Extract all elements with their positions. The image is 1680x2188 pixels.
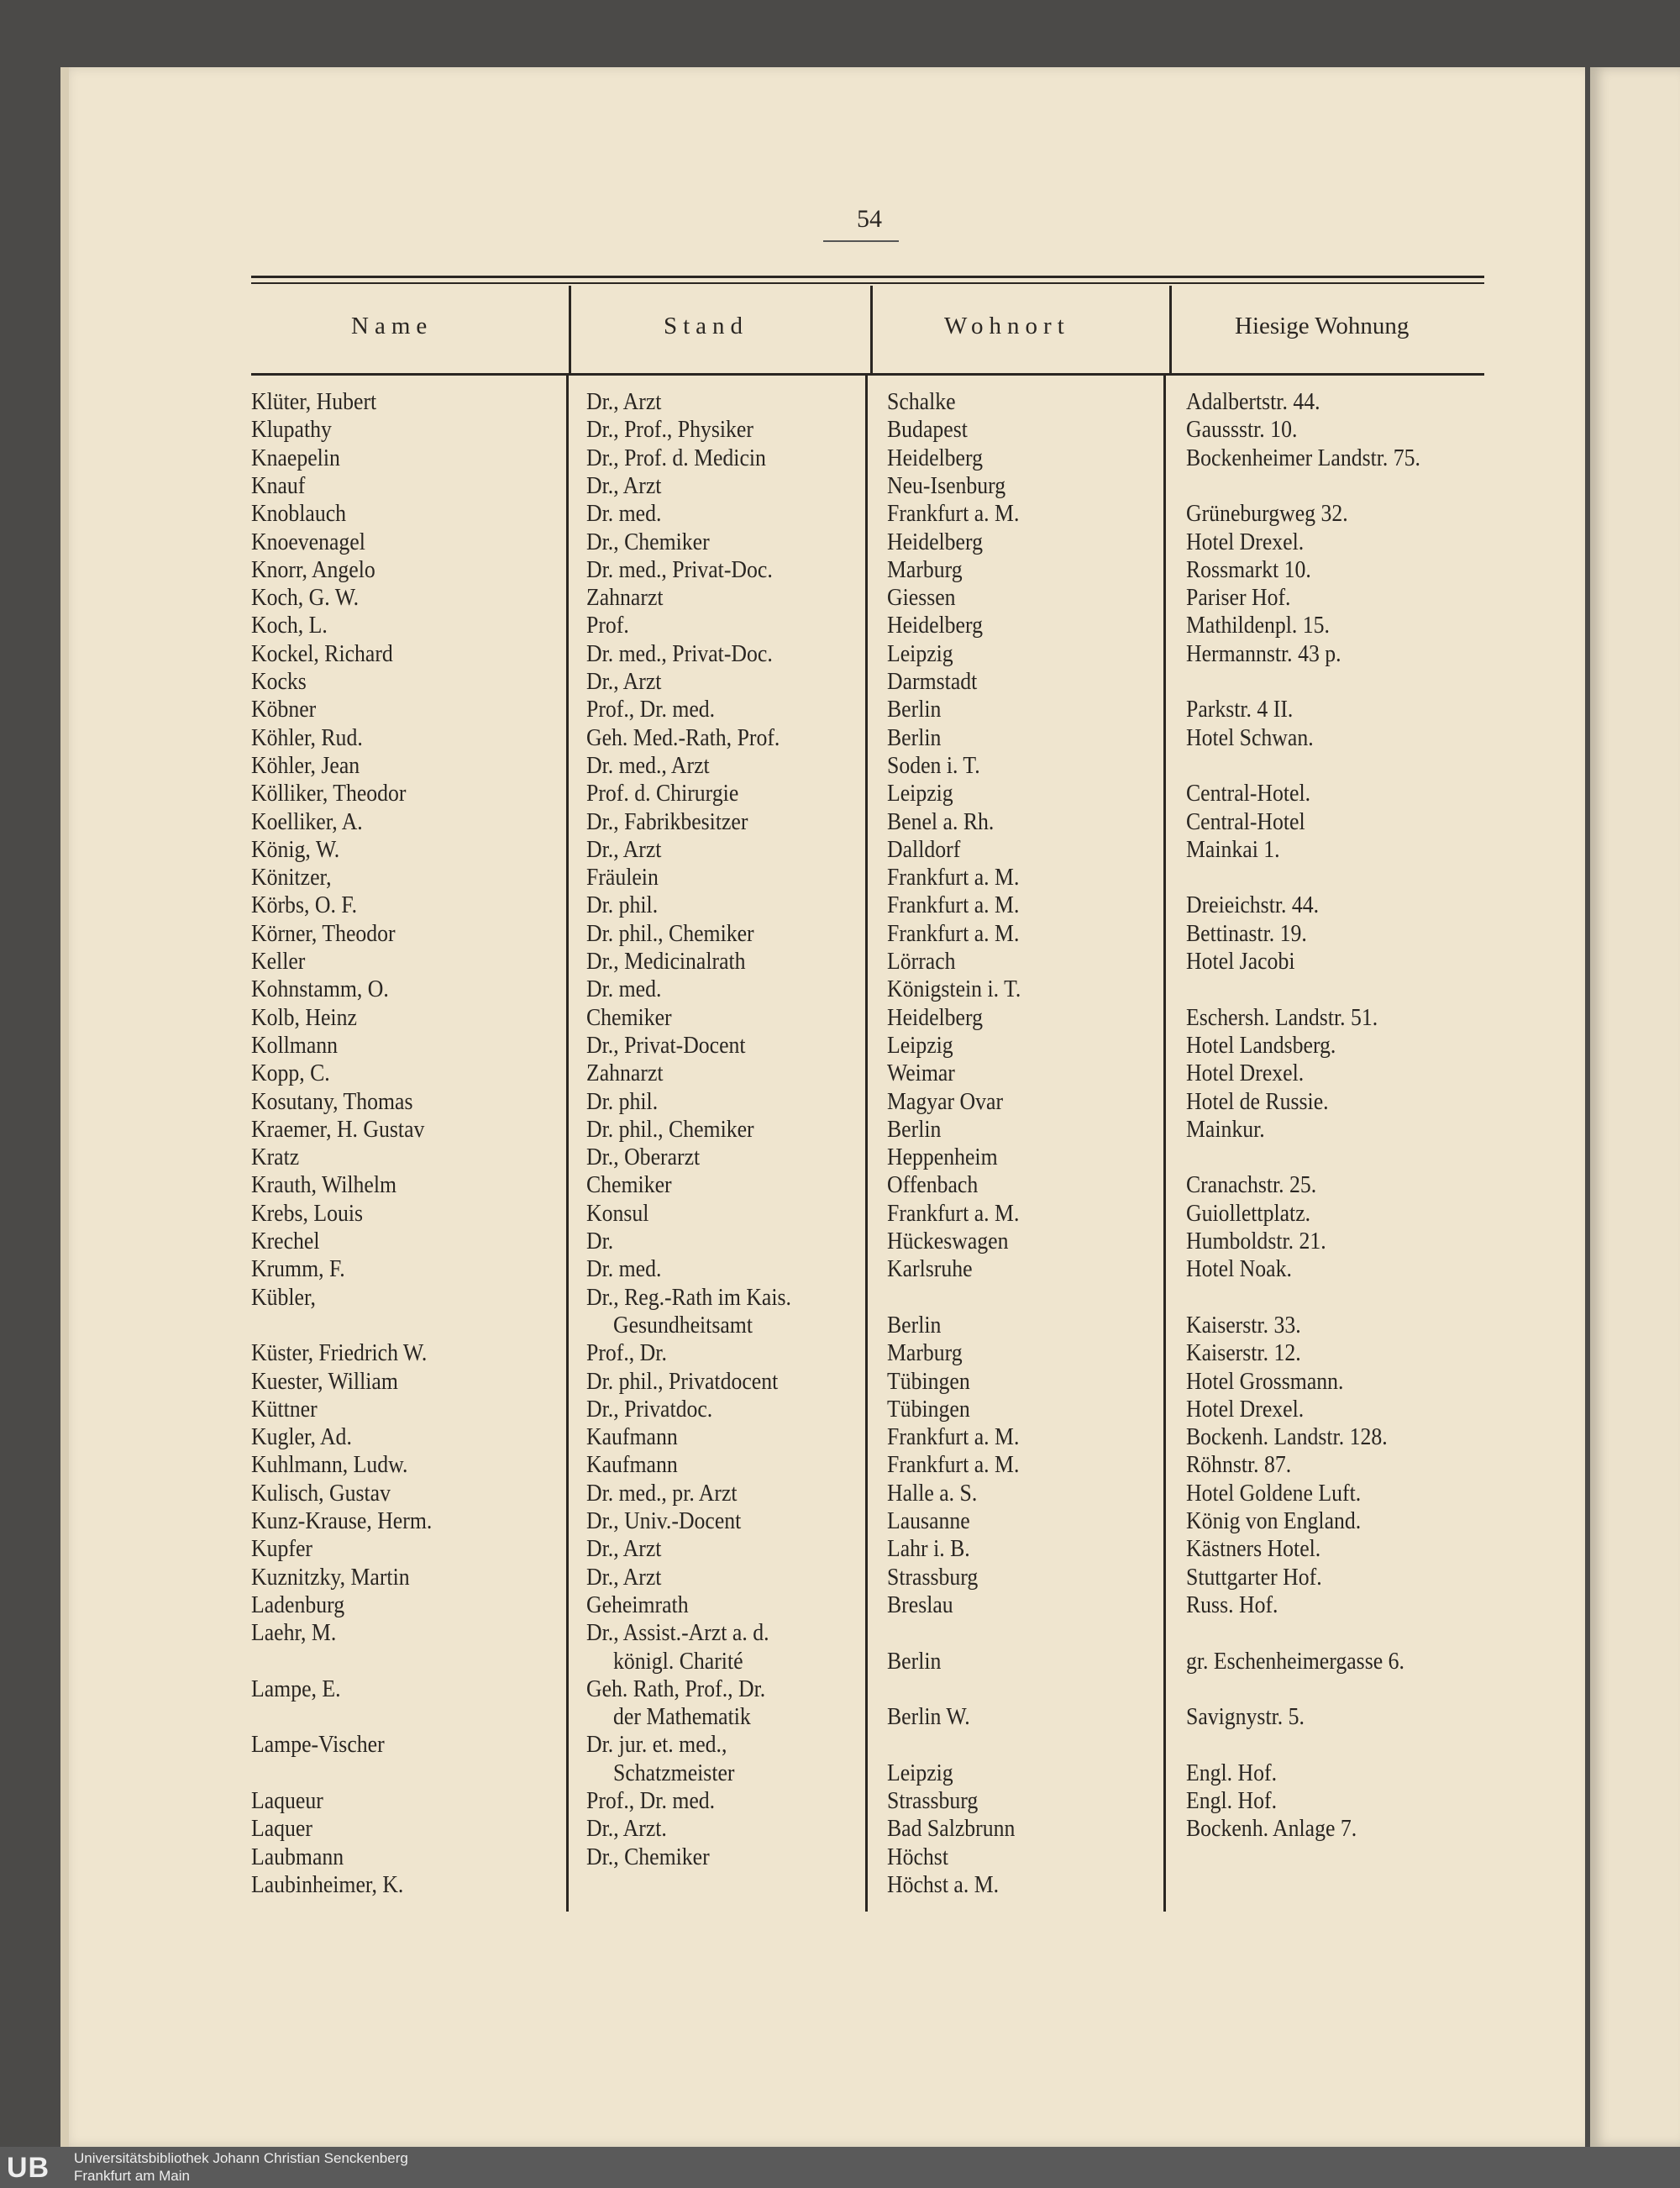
row-wohnung: Guiollettplatz.	[1186, 1200, 1311, 1227]
header-name: Name	[351, 313, 433, 339]
row-stand: Dr., Reg.-Rath im Kais.	[586, 1284, 791, 1311]
row-wohnung: Engl. Hof.	[1186, 1788, 1278, 1814]
row-wohnort: Schalke	[887, 389, 956, 415]
row-stand: Dr. med.	[586, 976, 662, 1003]
row-wohnung: Mathildenpl. 15.	[1186, 613, 1331, 639]
column-divider	[865, 376, 868, 1912]
row-stand: Gesundheitsamt	[613, 1312, 753, 1339]
row-stand: Dr., Arzt	[586, 1564, 662, 1591]
row-name: Köhler, Rud.	[251, 724, 363, 751]
row-stand: Dr., Arzt	[586, 389, 662, 415]
row-name: Krauth, Wilhelm	[251, 1172, 397, 1199]
row-wohnung: Grüneburgweg 32.	[1186, 501, 1348, 528]
row-stand: Dr., Arzt	[586, 472, 662, 499]
row-wohnung: Hotel Grossmann.	[1186, 1368, 1344, 1395]
row-name: Knauf	[251, 472, 306, 499]
row-wohnort: Berlin	[887, 724, 942, 751]
row-name: Knorr, Angelo	[251, 556, 375, 583]
row-wohnung: Humboldstr. 21.	[1186, 1228, 1326, 1254]
row-name: Kosutany, Thomas	[251, 1088, 413, 1115]
row-name: Küttner	[251, 1396, 318, 1423]
row-wohnort: Berlin	[887, 697, 942, 723]
row-name: Kratz	[251, 1144, 300, 1171]
row-stand: Kaufmann	[586, 1424, 678, 1451]
row-name: Knoevenagel	[251, 529, 365, 555]
row-stand: Dr., Fabrikbesitzer	[586, 808, 748, 835]
row-name: Lampe, E.	[251, 1675, 341, 1702]
row-wohnung: Hotel Noak.	[1186, 1256, 1292, 1283]
row-name: Keller	[251, 949, 306, 975]
row-name: König, W.	[251, 836, 340, 863]
row-wohnort: Berlin	[887, 1648, 942, 1675]
row-wohnort: Heidelberg	[887, 529, 983, 555]
row-wohnort: Heppenheim	[887, 1144, 998, 1171]
row-stand: Dr.	[586, 1228, 614, 1254]
row-wohnort: Berlin W.	[887, 1704, 970, 1731]
row-stand: Dr., Chemiker	[586, 529, 710, 555]
row-stand: Dr. phil.	[586, 1088, 659, 1115]
row-wohnort: Neu-Isenburg	[887, 472, 1006, 499]
row-wohnung: Kästners Hotel.	[1186, 1536, 1321, 1563]
row-name: Körner, Theodor	[251, 920, 396, 947]
row-wohnort: Frankfurt a. M.	[887, 1424, 1020, 1451]
row-wohnort: Marburg	[887, 1340, 963, 1367]
row-wohnort: Hückeswagen	[887, 1228, 1009, 1254]
row-wohnort: Heidelberg	[887, 444, 983, 471]
row-wohnort: Darmstadt	[887, 669, 978, 695]
row-wohnung: Hotel Jacobi	[1186, 949, 1295, 975]
row-name: Knoblauch	[251, 501, 347, 528]
row-name: Kuznitzky, Martin	[251, 1564, 410, 1591]
row-name: Krebs, Louis	[251, 1200, 364, 1227]
row-wohnung: Bockenh. Anlage 7.	[1186, 1816, 1357, 1843]
row-wohnung: Hotel Drexel.	[1186, 529, 1305, 555]
row-wohnort: Tübingen	[887, 1368, 970, 1395]
row-name: Kunz-Krause, Herm.	[251, 1508, 433, 1534]
column-divider	[566, 376, 569, 1912]
row-wohnung: Hotel Schwan.	[1186, 724, 1314, 751]
row-stand: Geh. Med.-Rath, Prof.	[586, 724, 780, 751]
row-stand: Dr. phil., Chemiker	[586, 920, 754, 947]
row-wohnort: Halle a. S.	[887, 1480, 978, 1507]
row-stand: Dr., Arzt	[586, 1536, 662, 1563]
row-wohnung: Dreieichstr. 44.	[1186, 892, 1320, 919]
row-wohnung: Rossmarkt 10.	[1186, 556, 1311, 583]
row-wohnort: Lahr i. B.	[887, 1536, 970, 1563]
row-wohnung: König von England.	[1186, 1508, 1362, 1534]
row-wohnort: Lörrach	[887, 949, 956, 975]
row-wohnort: Breslau	[887, 1591, 953, 1618]
row-stand: Zahnarzt	[586, 585, 664, 612]
row-stand: Dr. med., Arzt	[586, 752, 710, 779]
top-rule-thin	[251, 282, 1484, 284]
row-wohnort: Berlin	[887, 1312, 942, 1339]
row-wohnung: Hotel Goldene Luft.	[1186, 1480, 1362, 1507]
footer-bar	[0, 2147, 1680, 2188]
row-wohnort: Leipzig	[887, 1032, 953, 1059]
row-wohnort: Budapest	[887, 417, 968, 444]
row-stand: Dr. jur. et. med.,	[586, 1732, 727, 1759]
row-wohnort: Frankfurt a. M.	[887, 920, 1020, 947]
row-name: Laquer	[251, 1816, 312, 1843]
row-wohnort: Weimar	[887, 1060, 955, 1087]
row-wohnort: Giessen	[887, 585, 956, 612]
row-name: Koch, G. W.	[251, 585, 360, 612]
row-stand: der Mathematik	[613, 1704, 751, 1731]
row-wohnort: Marburg	[887, 556, 963, 583]
row-stand: Fräulein	[586, 865, 659, 892]
row-wohnung: Hermannstr. 43 p.	[1186, 640, 1341, 667]
row-wohnort: Höchst	[887, 1843, 948, 1870]
row-wohnung: Hotel de Russie.	[1186, 1088, 1329, 1115]
row-wohnung: Russ. Hof.	[1186, 1591, 1278, 1618]
row-name: Kuhlmann, Ludw.	[251, 1452, 408, 1479]
row-wohnort: Bad Salzbrunn	[887, 1816, 1016, 1843]
row-stand: Dr. phil.	[586, 892, 659, 919]
row-wohnort: Heidelberg	[887, 613, 983, 639]
row-wohnung: Hotel Drexel.	[1186, 1060, 1305, 1087]
row-stand: Schatzmeister	[613, 1759, 735, 1786]
row-name: Kupfer	[251, 1536, 312, 1563]
row-name: Kulisch, Gustav	[251, 1480, 391, 1507]
row-wohnung: Bockenheimer Landstr. 75.	[1186, 444, 1421, 471]
row-wohnung: Parkstr. 4 II.	[1186, 697, 1294, 723]
column-divider	[870, 286, 873, 373]
row-name: Koelliker, A.	[251, 808, 363, 835]
header-rule	[251, 373, 1484, 376]
row-name: Kolb, Heinz	[251, 1004, 357, 1031]
row-wohnung: Engl. Hof.	[1186, 1759, 1278, 1786]
row-name: Küster, Friedrich W.	[251, 1340, 428, 1367]
row-name: Kocks	[251, 669, 307, 695]
row-name: Klupathy	[251, 417, 332, 444]
row-wohnort: Karlsruhe	[887, 1256, 973, 1283]
row-stand: Prof.	[586, 613, 629, 639]
row-wohnung: Röhnstr. 87.	[1186, 1452, 1292, 1479]
row-name: Krechel	[251, 1228, 320, 1254]
row-wohnung: Hotel Landsberg.	[1186, 1032, 1336, 1059]
row-stand: Dr., Assist.-Arzt a. d.	[586, 1620, 769, 1647]
row-wohnort: Höchst a. M.	[887, 1871, 1000, 1898]
row-name: Köbner	[251, 697, 317, 723]
row-name: Kohnstamm, O.	[251, 976, 389, 1003]
row-wohnung: Hotel Drexel.	[1186, 1396, 1305, 1423]
top-rule	[251, 276, 1484, 278]
facing-page	[1590, 67, 1680, 2147]
row-wohnung: Central-Hotel	[1186, 808, 1305, 835]
row-wohnort: Benel a. Rh.	[887, 808, 995, 835]
row-wohnung: Cranachstr. 25.	[1186, 1172, 1317, 1199]
row-stand: Dr. med., pr. Arzt	[586, 1480, 738, 1507]
row-name: Kraemer, H. Gustav	[251, 1116, 425, 1143]
row-wohnort: Frankfurt a. M.	[887, 501, 1020, 528]
row-stand: Geh. Rath, Prof., Dr.	[586, 1675, 766, 1702]
row-name: Kölliker, Theodor	[251, 781, 407, 807]
page-edge	[60, 67, 69, 2147]
row-wohnort: Leipzig	[887, 1759, 953, 1786]
header-wohnung: Hiesige Wohnung	[1235, 313, 1410, 339]
row-name: Kübler,	[251, 1284, 316, 1311]
row-stand: Zahnarzt	[586, 1060, 664, 1087]
row-name: Kollmann	[251, 1032, 339, 1059]
row-stand: Dr., Prof., Physiker	[586, 417, 753, 444]
row-wohnung: Stuttgarter Hof.	[1186, 1564, 1322, 1591]
row-name: Laubmann	[251, 1843, 344, 1870]
row-wohnort: Frankfurt a. M.	[887, 1452, 1020, 1479]
row-name: Kockel, Richard	[251, 640, 393, 667]
row-name: Körbs, O. F.	[251, 892, 358, 919]
header-stand: Stand	[664, 313, 749, 339]
row-name: Lampe-Vischer	[251, 1732, 385, 1759]
row-wohnort: Frankfurt a. M.	[887, 865, 1020, 892]
row-stand: Dr., Arzt	[586, 669, 662, 695]
row-wohnort: Magyar Ovar	[887, 1088, 1004, 1115]
row-stand: Dr., Oberarzt	[586, 1144, 701, 1171]
library-city: Frankfurt am Main	[74, 2168, 190, 2184]
row-wohnung: Adalbertstr. 44.	[1186, 389, 1320, 415]
row-wohnort: Soden i. T.	[887, 752, 980, 779]
row-wohnort: Offenbach	[887, 1172, 979, 1199]
row-wohnung: Bettinastr. 19.	[1186, 920, 1307, 947]
row-wohnung: gr. Eschenheimergasse 6.	[1186, 1648, 1404, 1675]
row-stand: Dr. phil., Privatdocent	[586, 1368, 779, 1395]
column-divider	[1163, 376, 1166, 1912]
row-stand: Dr., Univ.-Docent	[586, 1508, 742, 1534]
row-stand: Dr., Arzt	[586, 836, 662, 863]
row-name: Kopp, C.	[251, 1060, 330, 1087]
row-stand: Chemiker	[586, 1004, 672, 1031]
row-stand: Prof., Dr. med.	[586, 697, 716, 723]
row-wohnort: Lausanne	[887, 1508, 970, 1534]
row-wohnung: Kaiserstr. 12.	[1186, 1340, 1301, 1367]
row-wohnort: Königstein i. T.	[887, 976, 1021, 1003]
row-wohnort: Frankfurt a. M.	[887, 892, 1020, 919]
row-stand: Prof., Dr. med.	[586, 1788, 716, 1814]
row-stand: Chemiker	[586, 1172, 672, 1199]
row-name: Laubinheimer, K.	[251, 1871, 404, 1898]
library-name: Universitätsbibliothek Johann Christian Senckenberg	[74, 2150, 408, 2166]
row-wohnung: Savignystr. 5.	[1186, 1704, 1305, 1731]
row-wohnort: Frankfurt a. M.	[887, 1200, 1020, 1227]
row-wohnung: Mainkur.	[1186, 1116, 1265, 1143]
row-name: Ladenburg	[251, 1591, 345, 1618]
row-wohnort: Strassburg	[887, 1564, 979, 1591]
row-stand: Dr. med., Privat-Doc.	[586, 640, 773, 667]
row-name: Krumm, F.	[251, 1256, 345, 1283]
page-number: 54	[857, 205, 882, 233]
row-wohnung: Kaiserstr. 33.	[1186, 1312, 1301, 1339]
row-wohnort: Strassburg	[887, 1788, 979, 1814]
row-wohnort: Leipzig	[887, 640, 953, 667]
row-wohnort: Leipzig	[887, 781, 953, 807]
row-stand: Geheimrath	[586, 1591, 689, 1618]
row-name: Knaepelin	[251, 444, 340, 471]
row-stand: Dr., Prof. d. Medicin	[586, 444, 766, 471]
row-stand: Kaufmann	[586, 1452, 678, 1479]
row-stand: Prof. d. Chirurgie	[586, 781, 739, 807]
ub-logo: UB	[7, 2152, 50, 2184]
row-stand: Dr., Arzt.	[586, 1816, 667, 1843]
row-wohnort: Dalldorf	[887, 836, 961, 863]
row-name: Könitzer,	[251, 865, 332, 892]
row-stand: Dr., Chemiker	[586, 1843, 710, 1870]
row-stand: königl. Charité	[613, 1648, 743, 1675]
row-stand: Dr. phil., Chemiker	[586, 1116, 754, 1143]
row-name: Laqueur	[251, 1788, 323, 1814]
row-wohnung: Bockenh. Landstr. 128.	[1186, 1424, 1388, 1451]
page-number-rule	[823, 240, 899, 242]
row-stand: Dr. med.	[586, 501, 662, 528]
row-name: Koch, L.	[251, 613, 328, 639]
row-wohnort: Berlin	[887, 1116, 942, 1143]
row-wohnung: Pariser Hof.	[1186, 585, 1291, 612]
row-stand: Dr., Medicinalrath	[586, 949, 746, 975]
column-divider	[569, 286, 571, 373]
header-wohnort: Wohnort	[944, 313, 1070, 339]
row-name: Kugler, Ad.	[251, 1424, 352, 1451]
row-wohnung: Eschersh. Landstr. 51.	[1186, 1004, 1378, 1031]
row-wohnung: Gaussstr. 10.	[1186, 417, 1298, 444]
row-wohnung: Central-Hotel.	[1186, 781, 1311, 807]
row-stand: Prof., Dr.	[586, 1340, 667, 1367]
row-stand: Dr., Privatdoc.	[586, 1396, 713, 1423]
row-name: Kuester, William	[251, 1368, 398, 1395]
row-stand: Dr. med., Privat-Doc.	[586, 556, 773, 583]
row-wohnort: Tübingen	[887, 1396, 970, 1423]
row-name: Klüter, Hubert	[251, 389, 377, 415]
row-name: Laehr, M.	[251, 1620, 337, 1647]
row-stand: Konsul	[586, 1200, 649, 1227]
row-wohnort: Heidelberg	[887, 1004, 983, 1031]
row-stand: Dr., Privat-Docent	[586, 1032, 746, 1059]
row-stand: Dr. med.	[586, 1256, 662, 1283]
row-name: Köhler, Jean	[251, 752, 360, 779]
row-wohnung: Mainkai 1.	[1186, 836, 1280, 863]
column-divider	[1169, 286, 1172, 373]
